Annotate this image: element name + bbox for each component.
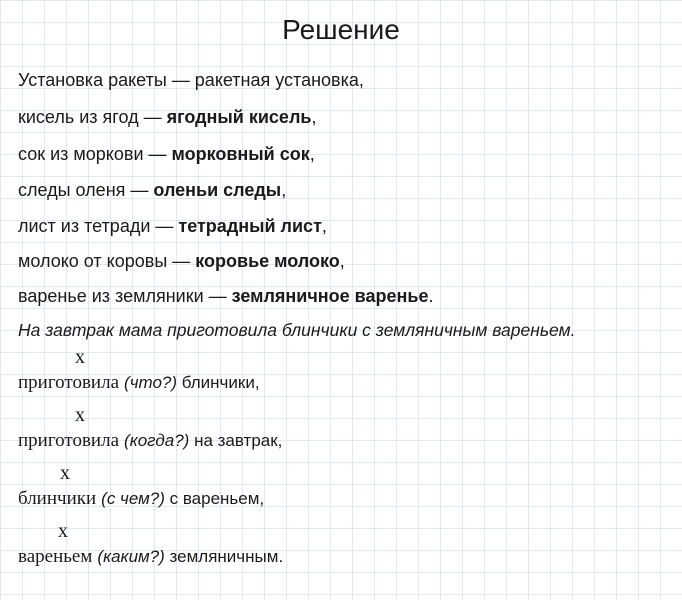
pair-dash: — xyxy=(167,251,196,271)
pair-line-3 xyxy=(18,144,315,165)
pair-phrase: лист из тетради xyxy=(18,216,151,236)
question: (что?) xyxy=(124,373,178,392)
pair-dash: — xyxy=(125,180,154,200)
pair-dash: — xyxy=(203,286,232,306)
pair-line-2 xyxy=(18,107,316,128)
pair-phrase: кисель из ягод xyxy=(18,107,139,127)
question: (с чем?) xyxy=(101,489,165,508)
dependent-word: земляничным. xyxy=(164,547,284,566)
main-word-mark: х xyxy=(60,462,70,484)
example-sentence: На завтрак мама приготовила блинчики с земляничным вареньем. xyxy=(18,320,576,340)
pair-line-6 xyxy=(18,251,345,272)
pair-end: , xyxy=(309,144,315,164)
pair-end: , xyxy=(311,107,317,127)
head-word: вареньем xyxy=(18,546,93,567)
head-word: приготовила xyxy=(18,430,120,451)
pair-end: , xyxy=(321,216,327,236)
main-word-mark: х xyxy=(75,404,85,426)
analysis-line-2 xyxy=(18,430,282,452)
pair-end: , xyxy=(339,251,345,271)
pair-phrase: варенье из земляники xyxy=(18,286,204,306)
pair-answer: оленьи следы xyxy=(153,180,282,200)
dependent-word: с вареньем, xyxy=(164,489,265,508)
pair-phrase: Установка ракеты xyxy=(18,70,167,90)
pair-line-1 xyxy=(18,70,364,91)
pair-answer: коровье молоко xyxy=(195,251,340,271)
pair-phrase: следы оленя xyxy=(18,180,126,200)
analysis-line-3 xyxy=(18,488,264,510)
question: (когда?) xyxy=(124,431,190,450)
dependent-word: на завтрак, xyxy=(189,431,283,450)
page-title: Решение xyxy=(282,14,400,45)
pair-phrase: молоко от коровы xyxy=(18,251,168,271)
pair-line-4 xyxy=(18,180,286,201)
pair-dash: — xyxy=(143,144,172,164)
pair-dash: — xyxy=(150,216,179,236)
pair-line-5 xyxy=(18,216,327,237)
pair-phrase: сок из моркови xyxy=(18,144,144,164)
head-word: блинчики xyxy=(18,488,97,509)
analysis-line-4 xyxy=(18,546,283,568)
pair-end: . xyxy=(428,286,434,306)
pair-line-7 xyxy=(18,286,433,307)
pair-dash: — xyxy=(138,107,167,127)
pair-answer: земляничное варенье xyxy=(231,286,429,306)
pair-answer: морковный сок xyxy=(171,144,310,164)
question: (каким?) xyxy=(97,547,165,566)
main-word-mark: х xyxy=(75,346,85,368)
head-word: приготовила xyxy=(18,372,120,393)
pair-answer: ягодный кисель xyxy=(166,107,312,127)
pair-answer: тетрадный лист xyxy=(178,216,322,236)
analysis-line-1 xyxy=(18,372,260,394)
pair-answer: ракетная установка xyxy=(194,70,359,90)
pair-end: , xyxy=(358,70,364,90)
main-word-mark: х xyxy=(58,520,68,542)
dependent-word: блинчики, xyxy=(177,373,260,392)
pair-dash: — xyxy=(166,70,195,90)
pair-end: , xyxy=(281,180,287,200)
